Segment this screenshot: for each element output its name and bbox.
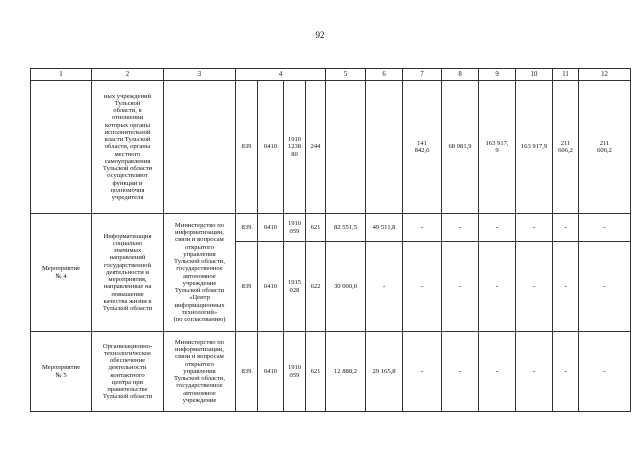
cell-code-vr: 622 (306, 242, 326, 332)
header-row (31, 69, 631, 81)
cell-col-5: 82 551,5 (326, 214, 366, 242)
cell-code-rz: 0410 (258, 332, 284, 412)
measure-description: Информатизация социально значимых направлений государственной деятельности и мероприятия, направленные на повышение качества жизни в Тульской области (92, 214, 164, 332)
cell-col-6: 49 511,8 (366, 214, 403, 242)
measure-executor: Министерство по информатизации, связи и вопросам открытого управления Тульской области, государственное автономное учреждение Тульской области «Центр информационных технологий» (по согласованию) (164, 214, 236, 332)
cell-executor (164, 81, 236, 214)
cell-col-9: - (479, 242, 516, 332)
cell-code-rz: 0410 (258, 242, 284, 332)
cell-col-6: - (366, 242, 403, 332)
budget-table (30, 68, 631, 412)
cell-col-12: - (579, 214, 631, 242)
cell-col-7: 141 842,6 (403, 81, 442, 214)
table-row (31, 214, 631, 242)
cell-code-gr: 839 (236, 332, 258, 412)
header-col-2: 2 (92, 69, 164, 81)
cell-code-cs: 1915 028 (284, 242, 306, 332)
cell-col-8: - (442, 214, 479, 242)
table-row (31, 332, 631, 412)
cell-col-10: - (516, 242, 553, 332)
cell-col-8: 68 981,9 (442, 81, 479, 214)
header-col-1: 1 (31, 69, 92, 81)
page-number: 92 (315, 30, 325, 40)
cell-col-7: - (403, 214, 442, 242)
measure-label: Мероприятие № 4 (31, 214, 92, 332)
cell-description: ных учреждений Тульской области, в отношении которых органы исполнительной власти Тульской области, органы местного самоуправления Тульской области осуществляют функции и полномочия учредителя (92, 81, 164, 214)
cell-code-gr: 839 (236, 81, 258, 214)
header-col-9: 9 (479, 69, 516, 81)
cell-col-10: - (516, 214, 553, 242)
header-col-12: 12 (579, 69, 631, 81)
measure-executor: Министерство по информатизации, связи и вопросам открытого управления Тульской области, государственное автономное учреждение (164, 332, 236, 412)
cell-col-12: - (579, 332, 631, 412)
cell-col-7: - (403, 242, 442, 332)
cell-code-cs: 1910 059 (284, 214, 306, 242)
header-col-11: 11 (553, 69, 579, 81)
header-col-10: 10 (516, 69, 553, 81)
cell-col-12: - (579, 242, 631, 332)
table-row (31, 81, 631, 214)
cell-col-7: - (403, 332, 442, 412)
header-col-8: 8 (442, 69, 479, 81)
cell-col-5: 12 880,2 (326, 332, 366, 412)
cell-code-rz: 0410 (258, 81, 284, 214)
cell-col-9: 163 917, 9 (479, 81, 516, 214)
cell-code-gr: 839 (236, 214, 258, 242)
header-col-3: 3 (164, 69, 236, 81)
cell-code-rz: 0410 (258, 214, 284, 242)
cell-code-vr: 621 (306, 214, 326, 242)
cell-col-6 (366, 81, 403, 214)
cell-code-cs: 1910 059 (284, 332, 306, 412)
cell-col-8: - (442, 332, 479, 412)
cell-col-8: - (442, 242, 479, 332)
cell-col-11: 211 606,2 (553, 81, 579, 214)
cell-col-11: - (553, 242, 579, 332)
cell-col-10: 163 917,9 (516, 81, 553, 214)
cell-col-12: 211 606,2 (579, 81, 631, 214)
cell-col-5: 30 000,0 (326, 242, 366, 332)
header-col-5: 5 (326, 69, 366, 81)
cell-code-gr: 839 (236, 242, 258, 332)
cell-code-vr: 244 (306, 81, 326, 214)
header-col-7: 7 (403, 69, 442, 81)
cell-col-5 (326, 81, 366, 214)
cell-code-vr: 621 (306, 332, 326, 412)
measure-label: Мероприятие № 5 (31, 332, 92, 412)
cell-code-cs: 1910 1238 80 (284, 81, 306, 214)
cell-col-6: 29 165,8 (366, 332, 403, 412)
measure-description: Организационно- технологическое обеспечение деятельности контактного центра при правительстве Тульской области (92, 332, 164, 412)
cell-col-9: - (479, 214, 516, 242)
cell-col-11: - (553, 332, 579, 412)
cell-col-10: - (516, 332, 553, 412)
header-col-6: 6 (366, 69, 403, 81)
cell-col-11: - (553, 214, 579, 242)
cell-col-9: - (479, 332, 516, 412)
cell-empty (31, 81, 92, 214)
header-col-4: 4 (236, 69, 326, 81)
